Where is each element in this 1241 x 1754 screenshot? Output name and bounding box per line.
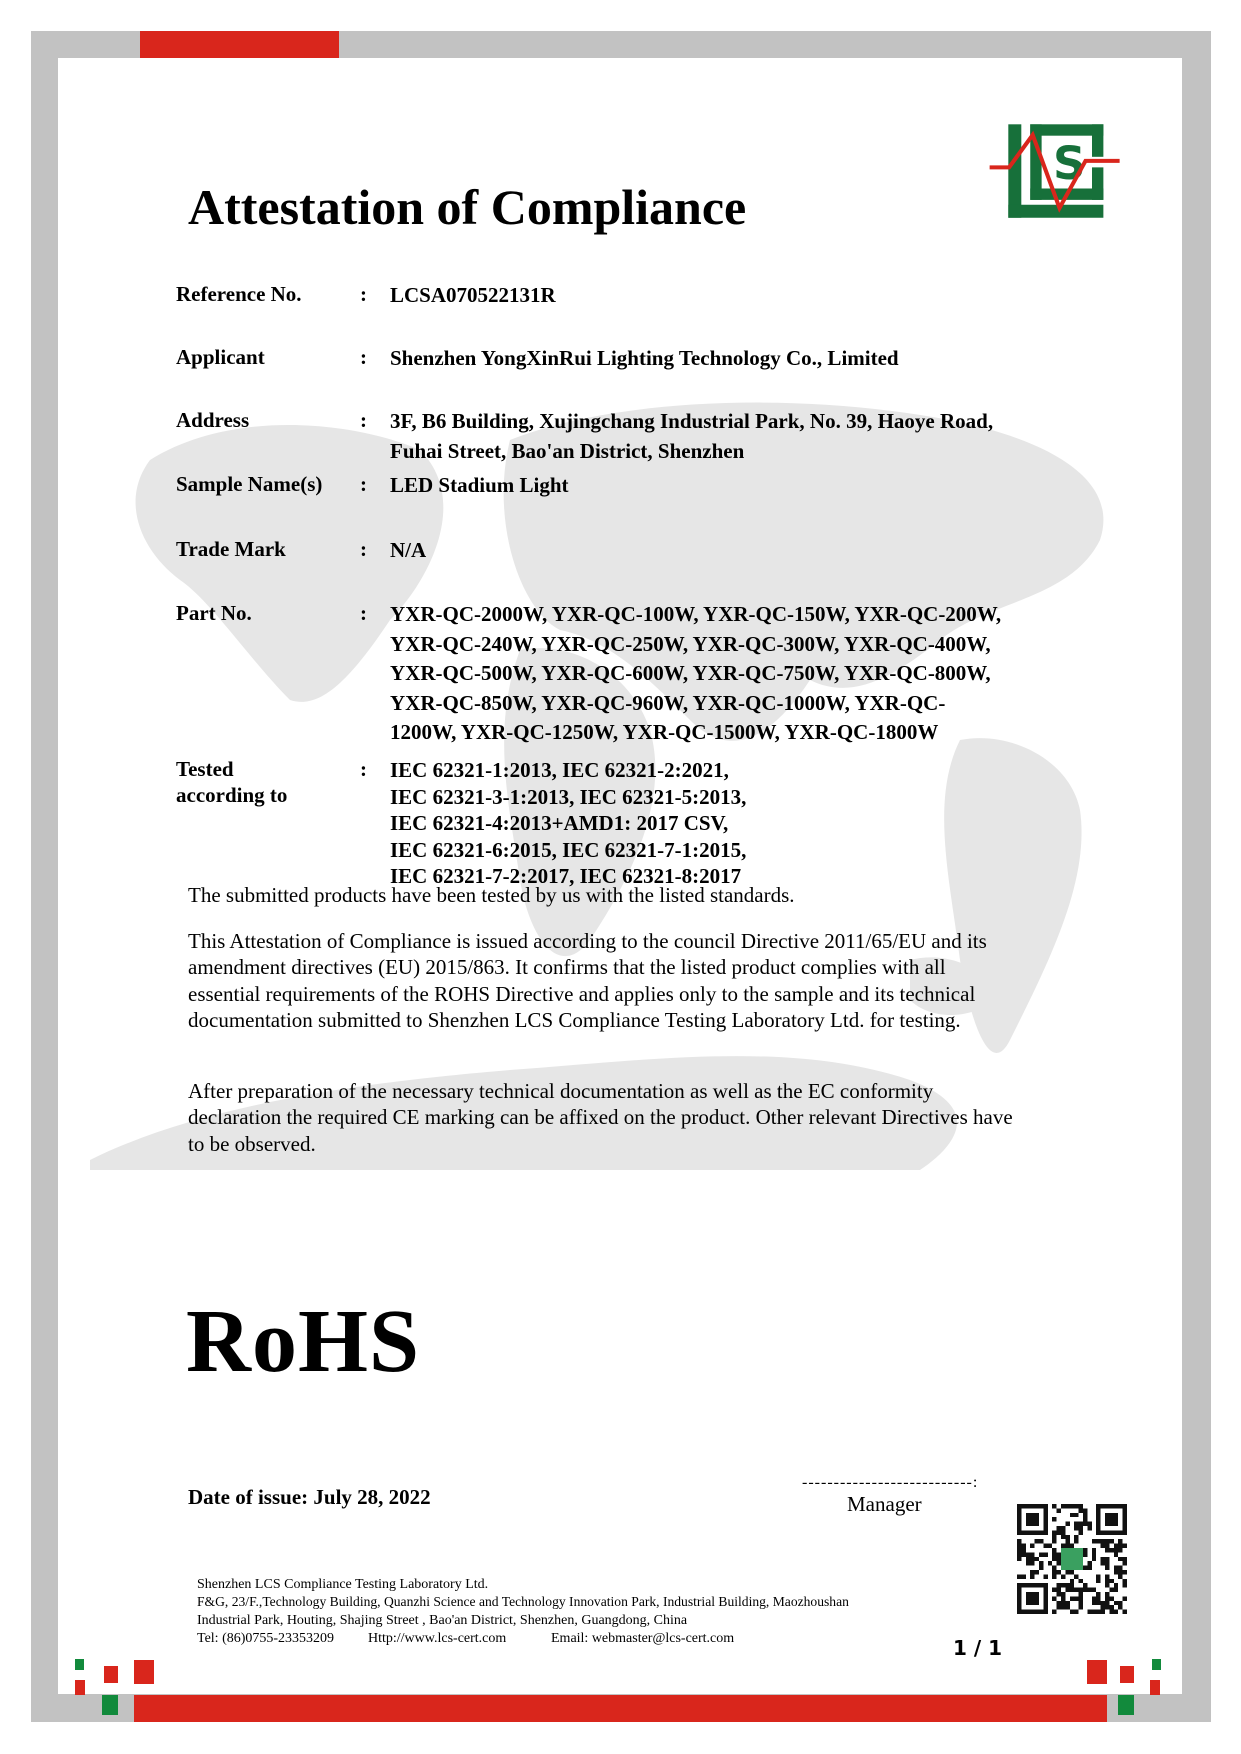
footer-website[interactable]: Http://www.lcs-cert.com	[368, 1631, 507, 1646]
date-of-issue: Date of issue: July 28, 2022	[188, 1485, 431, 1509]
deco-square	[75, 1659, 84, 1670]
field-value: IEC 62321-1:2013, IEC 62321-2:2021,	[390, 758, 729, 782]
field-value: Shenzhen YongXinRui Lighting Technology Co., Limited	[390, 346, 899, 370]
svg-text:S: S	[1053, 136, 1086, 190]
signatory-title: Manager	[847, 1492, 922, 1516]
field-colon: :	[360, 472, 367, 496]
field-colon: :	[360, 408, 367, 432]
field-value: YXR-QC-500W, YXR-QC-600W, YXR-QC-750W, YXR-QC-800W,	[390, 661, 991, 685]
deco-square	[1118, 1695, 1134, 1715]
field-value: YXR-QC-850W, YXR-QC-960W, YXR-QC-1000W, YXR-QC-	[390, 690, 946, 715]
field-value: IEC 62321-7-2:2017, IEC 62321-8:2017	[390, 864, 742, 888]
field-label: Part No.	[176, 601, 252, 625]
qr-code[interactable]	[1017, 1504, 1127, 1614]
deco-square	[1150, 1680, 1160, 1695]
paragraph-tested: The submitted products have been tested by us with the listed standards.	[188, 883, 795, 907]
field-value: IEC 62321-3-1:2013, IEC 62321-5:2013,	[390, 784, 747, 809]
field-label: according to	[176, 783, 288, 807]
rohs-mark: RoHS	[186, 1292, 421, 1391]
field-colon: :	[360, 282, 367, 306]
field-colon: :	[360, 757, 367, 781]
field-value: LCSA070522131R	[390, 283, 556, 307]
field-value: IEC 62321-4:2013+AMD1: 2017 CSV,	[390, 811, 729, 835]
footer-tel: Tel: (86)0755-23353209	[197, 1631, 335, 1646]
deco-square	[1152, 1659, 1161, 1670]
top-red-bar	[140, 31, 339, 58]
field-label: Applicant	[176, 345, 265, 369]
document-title: Attestation of Compliance	[188, 179, 747, 235]
deco-square	[1120, 1666, 1134, 1683]
field-value: YXR-QC-2000W, YXR-QC-100W, YXR-QC-150W, YXR-QC-200W,	[390, 602, 1002, 626]
deco-square	[102, 1695, 118, 1715]
lcs-logo	[968, 104, 1138, 234]
field-colon: :	[360, 537, 367, 561]
field-value: 3F, B6 Building, Xujingchang Industrial Park, No. 39, Haoye Road,	[390, 409, 994, 433]
field-label: Address	[176, 408, 250, 432]
footer-email[interactable]: Email: webmaster@lcs-cert.com	[551, 1631, 735, 1646]
footer-address-2: Industrial Park, Houting, Shajing Street , Bao'an District, Shenzhen, Guangdong, China	[197, 1613, 688, 1628]
field-label: Trade Mark	[176, 537, 286, 561]
field-value: N/A	[390, 538, 427, 562]
field-value: YXR-QC-240W, YXR-QC-250W, YXR-QC-300W, YXR-QC-400W,	[390, 631, 991, 656]
paragraph-ce-marking: After preparation of the necessary technical documentation as well as the EC conformity declaration the required CE marking can be affixed on the product. Other relevant Directives have to be observed.	[188, 1079, 1013, 1156]
field-colon: :	[360, 601, 367, 625]
deco-square	[104, 1666, 118, 1683]
deco-square	[1087, 1660, 1107, 1684]
deco-square	[75, 1680, 85, 1695]
bottom-red-bar	[134, 1695, 1107, 1722]
page-number: 1 / 1	[953, 1636, 1003, 1660]
footer-company: Shenzhen LCS Compliance Testing Laboratory Ltd.	[197, 1577, 489, 1592]
footer-address-1: F&G, 23/F.,Technology Building, Quanzhi Science and Technology Innovation Park, Industrial Building, Maozhoushan	[197, 1595, 849, 1610]
signature-line: ---------------------------:	[802, 1474, 979, 1491]
field-colon: :	[360, 345, 367, 369]
paragraph-directive: This Attestation of Compliance is issued according to the council Directive 2011/65/EU and its amendment directives (EU) 2015/863. It confirms that the listed product complies with all essential requirements of the ROHS Directive and applies only to the sample and its technical documentation submitted to Shenzhen LCS Compliance Testing Laboratory Ltd. for testing.	[188, 929, 987, 1032]
field-label: Sample Name(s)	[176, 472, 323, 496]
field-value: 1200W, YXR-QC-1250W, YXR-QC-1500W, YXR-QC-1800W	[390, 720, 939, 744]
field-value: LED Stadium Light	[390, 473, 569, 497]
field-value: Fuhai Street, Bao'an District, Shenzhen	[390, 438, 745, 463]
field-value: IEC 62321-6:2015, IEC 62321-7-1:2015,	[390, 837, 747, 862]
field-label: Reference No.	[176, 282, 302, 306]
field-label: Tested	[176, 757, 234, 781]
deco-square	[134, 1660, 154, 1684]
